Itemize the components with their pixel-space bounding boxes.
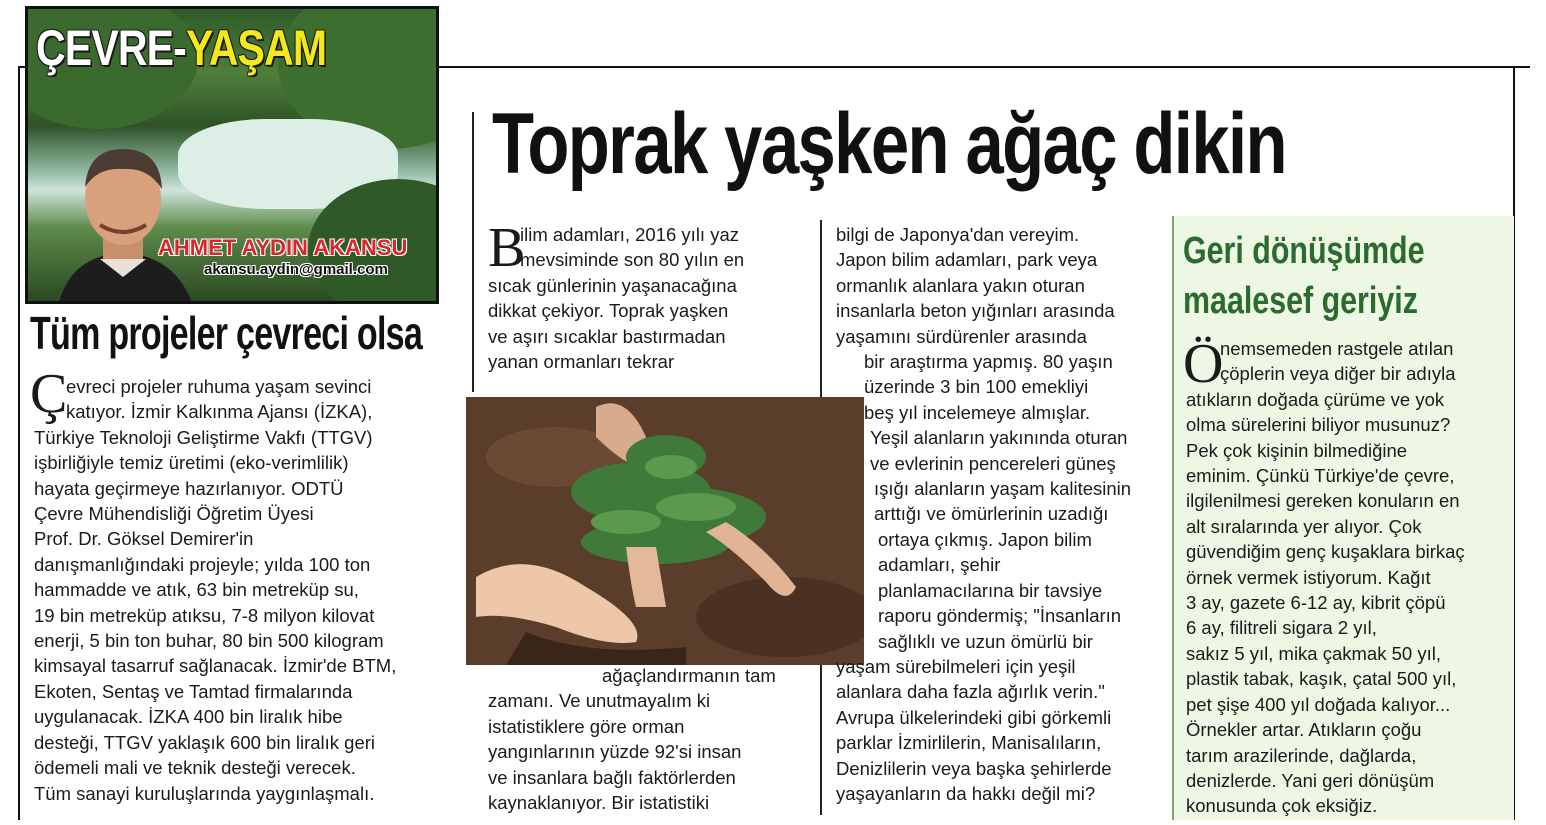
body-line: evreci projeler ruhuma yaşam sevinci [66,376,372,397]
body-line: çöplerin veya diğer bir adıyla [1220,363,1456,385]
main-headline: Toprak yaşken ağaç dikin [492,96,1286,192]
body-line: insanlarla beton yığınları arasında [836,300,1115,322]
body-line: kimsayal tasarruf sağlanacak. İzmir'de BTM, [34,655,397,677]
body-line: arttığı ve ömürlerinin uzadığı [874,503,1109,525]
body-line: pet şişe 400 yıl doğada kalıyor... [1186,693,1451,715]
main-article-col1-bottom [488,663,776,815]
body-line: örnek vermek istiyorum. Kağıt [1186,566,1431,588]
brand-part-2: YAŞAM [185,20,327,76]
body-line: bilgi de Japonya'dan vereyim. [836,224,1080,245]
body-line: ödemeli mali ve teknik desteği verecek. [34,757,356,779]
body-line: planlamacılarına bir tavsiye [878,579,1103,601]
body-line: Örnekler artar. Atıkların çoğu [1186,719,1422,741]
body-line: hayata geçirmeye hazırlanıyor. ODTÜ [34,477,344,499]
body-line: kaynaklanıyor. Bir istatistiki [488,792,710,814]
body-line: Tüm sanayi kuruluşlarında yaygınlaşmalı. [34,782,375,804]
left-article-headline: Tüm projeler çevreci olsa [30,307,423,359]
body-line: alanlara daha fazla ağırlık verin." [836,681,1105,703]
body-line: Avrupa ülkelerindeki gibi görkemli [836,706,1112,728]
tree-planting-photo [466,397,864,665]
body-line: katıyor. İzmir Kalkınma Ajansı (İZKA), [66,401,373,423]
body-line: güvendiğim genç kuşaklara birkaç [1186,541,1465,563]
body-line: olma sürelerini biliyor musunuz? [1186,414,1451,436]
author-name: AHMET AYDIN AKANSU [158,235,408,260]
body-line: dikkat çekiyor. Toprak yaşken [488,300,729,322]
body-line: enerji, 5 bin ton buhar, 80 bin 500 kilogram [34,630,384,652]
body-line: Türkiye Teknoloji Geliştirme Vakfı (TTGV) [34,426,373,448]
main-article-col1-top [488,217,745,374]
body-line: adamları, şehir [878,554,1001,576]
body-line: 3 ay, gazete 6-12 ay, kibrit çöpü [1186,592,1446,614]
left-article-body [34,374,396,806]
body-line: istatistiklere göre orman [488,715,685,737]
body-line: konusunda çok eksiğiz. [1186,795,1378,817]
body-line: işbirliğiyle temiz üretimi (eko-verimlilik) [34,452,349,474]
left-article-dropcap: Ç [30,363,68,425]
body-line: sıcak günlerinin yaşanacağına [488,274,737,296]
body-line: ve aşırı sıcaklar bastırmadan [488,325,726,347]
body-line: sağlıklı ve uzun ömürlü bir [878,630,1093,652]
sidebar-body [1186,336,1465,819]
body-line: ormanlık alanlara yakın oturan [836,274,1085,296]
column-rule [820,220,822,398]
column-rule [820,665,822,815]
body-line: sakız 5 yıl, mika çakmak 50 yıl, [1186,642,1441,664]
main-article-col2 [836,222,1131,806]
body-line: atıkların doğada çürüme ve yok [1186,388,1445,410]
brand-part-1: ÇEVRE- [36,20,186,76]
body-line: alt sıralarında yer alıyor. Çok [1186,515,1422,537]
body-line: ağaçlandırmanın tam [602,665,776,686]
body-line: 19 bin metreküp atıksu, 7-8 milyon kilovat [34,604,375,626]
body-line: beş yıl incelemeye almışlar. [864,401,1091,423]
body-line: parklar İzmirlilerin, Manisalıların, [836,732,1102,754]
column-header-photo [25,6,439,304]
author-email: akansu.aydin@gmail.com [204,261,388,278]
body-line: zamanı. Ve unutmayalım ki [488,690,711,712]
body-line: danışmanlığındaki projeyle; yılda 100 ton [34,553,371,575]
body-line: Pek çok kişinin bilmediğine [1186,439,1408,461]
body-line: Çevre Mühendisliği Öğretim Üyesi [34,503,314,525]
body-line: plastik tabak, kaşık, çatal 500 yıl, [1186,668,1457,690]
body-line: hammadde ve atık, 63 bin metreküp su, [34,579,359,601]
body-line: tarım arazilerinde, dağlarda, [1186,744,1417,766]
body-line: yaşamını sürdürenler arasında [836,325,1087,347]
body-line: uygulanacak. İZKA 400 bin liralık hibe [34,706,343,728]
body-line: Prof. Dr. Göksel Demirer'in [34,528,254,550]
body-line: Ekoten, Sentaş ve Tamtad firmalarında [34,680,353,702]
sidebar-dropcap: Ö [1183,333,1224,395]
left-frame-line [18,66,20,820]
body-line: raporu göndermiş; "İnsanların [878,605,1122,627]
body-line: eminim. Çünkü Türkiye'de çevre, [1186,465,1455,487]
sidebar-headline-line-2: maalesef geriyiz [1183,280,1418,322]
tree-planting-illustration [466,397,864,665]
body-line: üzerinde 3 bin 100 emekliyi [864,376,1089,398]
body-line: bir araştırma yapmış. 80 yaşın [864,351,1113,373]
body-line: ve evlerinin pencereleri güneş [870,452,1116,474]
body-line: ve insanlara bağlı faktörlerden [488,766,736,788]
body-line: yaşayanların da hakkı değil mi? [836,782,1096,804]
body-line: denizlerde. Yani geri dönüşüm [1186,769,1435,791]
body-line: ışığı alanların yaşam kalitesinin [874,478,1132,500]
body-line: Denizlilerin veya başka şehirlerde [836,757,1112,779]
body-line: ortaya çıkmış. Japon bilim [878,528,1092,550]
body-line: ilgilenilmesi gereken konuların en [1186,490,1460,512]
body-line: Yeşil alanların yakınında oturan [870,427,1128,449]
section-brand-title [36,19,326,77]
main-article-dropcap: B [488,217,526,279]
body-line: yaşam sürebilmeleri için yeşil [836,655,1076,677]
body-line: desteği, TTGV yaklaşık 600 bin liralık geri [34,731,376,753]
body-line: ilim adamları, 2016 yılı yaz [520,224,740,245]
column-rule [472,112,474,392]
author-portrait [48,137,198,304]
body-line: nemsemeden rastgele atılan [1220,338,1454,359]
body-line: Japon bilim adamları, park veya [836,249,1098,271]
body-line: yanan ormanları tekrar [488,351,675,373]
sidebar-headline-line-1: Geri dönüşümde [1183,230,1425,272]
body-line: mevsiminde son 80 yılın en [520,249,745,271]
body-line: 6 ay, filitreli sigara 2 yıl, [1186,617,1377,639]
body-line: yangınlarının yüzde 92'si insan [488,741,742,763]
